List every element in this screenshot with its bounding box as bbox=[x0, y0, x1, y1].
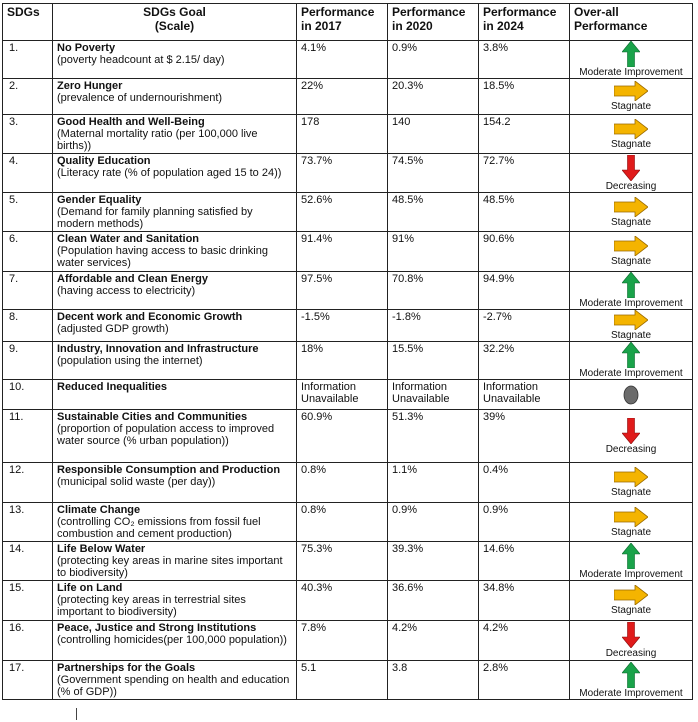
performance-2017: 73.7% bbox=[297, 154, 388, 193]
overall-performance-label: Moderate Improvement bbox=[579, 298, 683, 309]
sdg-number: 12. bbox=[3, 463, 53, 503]
performance-2024: 3.8% bbox=[479, 41, 570, 79]
arrow-up-icon bbox=[622, 272, 640, 298]
table-row bbox=[3, 272, 693, 310]
performance-2024: Information Unavailable bbox=[479, 380, 570, 410]
sdg-number: 10. bbox=[3, 380, 53, 410]
performance-2020: 1.1% bbox=[388, 463, 479, 503]
performance-2024: 0.9% bbox=[479, 503, 570, 542]
performance-2024: -2.7% bbox=[479, 310, 570, 342]
performance-2024: 2.8% bbox=[479, 661, 570, 700]
performance-2024: 72.7% bbox=[479, 154, 570, 193]
table-row bbox=[3, 410, 693, 463]
performance-2024: 39% bbox=[479, 410, 570, 463]
arrow-right-icon bbox=[614, 236, 648, 256]
overall-performance bbox=[570, 154, 693, 193]
overall-performance bbox=[570, 621, 693, 661]
performance-2017: 18% bbox=[297, 342, 388, 380]
sdg-number: 15. bbox=[3, 581, 53, 621]
performance-2020: 0.9% bbox=[388, 503, 479, 542]
performance-2017: 40.3% bbox=[297, 581, 388, 621]
sdg-number: 16. bbox=[3, 621, 53, 661]
performance-2024: 4.2% bbox=[479, 621, 570, 661]
performance-2020: 91% bbox=[388, 232, 479, 272]
sdg-goal-name: Life on Land bbox=[57, 582, 123, 594]
sdg-goal-name: Decent work and Economic Growth bbox=[57, 311, 243, 323]
header-overall: Over-all Performance bbox=[570, 4, 693, 41]
arrow-right-icon bbox=[614, 119, 648, 139]
overall-performance bbox=[570, 581, 693, 621]
overall-performance bbox=[570, 41, 693, 79]
performance-2017: 52.6% bbox=[297, 193, 388, 232]
sdg-number: 17. bbox=[3, 661, 53, 700]
sdg-goal-cell bbox=[53, 342, 297, 380]
overall-performance-label: Moderate Improvement bbox=[579, 687, 683, 699]
sdg-goal-cell bbox=[53, 115, 297, 154]
arrow-down-icon bbox=[622, 155, 640, 181]
performance-2017: 97.5% bbox=[297, 272, 388, 310]
table-row bbox=[3, 542, 693, 581]
sdg-goal-scale: (Demand for family planning satisfied by modern methods) bbox=[57, 206, 253, 230]
table-row bbox=[3, 79, 693, 115]
performance-2017: 178 bbox=[297, 115, 388, 154]
table-row bbox=[3, 115, 693, 154]
overall-performance bbox=[570, 232, 693, 272]
performance-2024: 0.4% bbox=[479, 463, 570, 503]
header-goal-title: SDGs Goal bbox=[143, 5, 206, 19]
overall-performance-label: Stagnate bbox=[610, 605, 652, 616]
performance-2017: 5.1 bbox=[297, 661, 388, 700]
arrow-up-icon bbox=[622, 41, 640, 67]
sdg-number: 4. bbox=[3, 154, 53, 193]
table-row bbox=[3, 503, 693, 542]
sdg-goal-scale: (Literacy rate (% of population aged 15 to 24)) bbox=[57, 167, 282, 179]
table-row bbox=[3, 342, 693, 380]
arrow-up-icon bbox=[622, 342, 640, 368]
overall-performance-label: Stagnate bbox=[610, 138, 652, 150]
sdg-goal-cell bbox=[53, 542, 297, 581]
overall-performance-label: Moderate Improvement bbox=[579, 368, 683, 379]
sdg-goal-name: Peace, Justice and Strong Institutions bbox=[57, 622, 257, 634]
header-goal-scale: (Scale) bbox=[154, 19, 195, 33]
performance-2017: Information Unavailable bbox=[297, 380, 388, 410]
header-2020: Performance in 2020 bbox=[388, 4, 479, 41]
sdg-goal-cell bbox=[53, 310, 297, 342]
sdg-number: 11. bbox=[3, 410, 53, 463]
table-row bbox=[3, 621, 693, 661]
arrow-right-icon bbox=[614, 467, 648, 487]
performance-2024: 94.9% bbox=[479, 272, 570, 310]
performance-2020: 51.3% bbox=[388, 410, 479, 463]
sdg-goal-name: Clean Water and Sanitation bbox=[57, 233, 200, 245]
sdg-goal-name: Reduced Inequalities bbox=[57, 381, 168, 393]
arrow-right-icon bbox=[614, 197, 648, 217]
performance-2017: 75.3% bbox=[297, 542, 388, 581]
table-row bbox=[3, 193, 693, 232]
sdg-goal-name: Partnerships for the Goals bbox=[57, 662, 196, 674]
performance-2024: 48.5% bbox=[479, 193, 570, 232]
overall-performance bbox=[570, 542, 693, 581]
sdg-goal-cell bbox=[53, 503, 297, 542]
table-row bbox=[3, 661, 693, 700]
sdg-goal-cell bbox=[53, 380, 297, 410]
header-2017: Performance in 2017 bbox=[297, 4, 388, 41]
performance-2020: 3.8 bbox=[388, 661, 479, 700]
sdg-goal-scale: (adjusted GDP growth) bbox=[57, 323, 169, 335]
overall-performance-label: Stagnate bbox=[610, 330, 652, 341]
grey-circle-icon bbox=[623, 385, 639, 405]
sdg-goal-name: Climate Change bbox=[57, 504, 141, 516]
sdg-goal-scale: (protecting key areas in marine sites important to biodiversity) bbox=[57, 555, 283, 579]
performance-2020: 36.6% bbox=[388, 581, 479, 621]
performance-2020: 140 bbox=[388, 115, 479, 154]
performance-2020: -1.8% bbox=[388, 310, 479, 342]
performance-2024: 34.8% bbox=[479, 581, 570, 621]
overall-performance-label: Moderate Improvement bbox=[579, 67, 683, 78]
sdg-goal-name: Responsible Consumption and Production bbox=[57, 464, 281, 476]
sdg-number: 14. bbox=[3, 542, 53, 581]
sdg-goal-scale: (poverty headcount at $ 2.15/ day) bbox=[57, 54, 225, 66]
sdg-goal-scale: (Government spending on health and education (% of GDP)) bbox=[57, 674, 290, 698]
sdg-number: 8. bbox=[3, 310, 53, 342]
performance-2017: 60.9% bbox=[297, 410, 388, 463]
table-body bbox=[3, 41, 693, 700]
performance-2017: 0.8% bbox=[297, 463, 388, 503]
table-header-row bbox=[3, 4, 693, 41]
sdg-goal-name: Industry, Innovation and Infrastructure bbox=[57, 343, 259, 355]
sdg-goal-cell bbox=[53, 79, 297, 115]
arrow-down-icon bbox=[622, 418, 640, 444]
overall-performance bbox=[570, 115, 693, 154]
performance-2017: 4.1% bbox=[297, 41, 388, 79]
text-cursor bbox=[76, 708, 77, 720]
overall-performance bbox=[570, 310, 693, 342]
overall-performance bbox=[570, 410, 693, 463]
overall-performance bbox=[570, 463, 693, 503]
performance-2020: 48.5% bbox=[388, 193, 479, 232]
sdg-goal-scale: (protecting key areas in terrestrial sites important to biodiversity) bbox=[57, 594, 246, 618]
sdg-goal-cell bbox=[53, 154, 297, 193]
table-row bbox=[3, 463, 693, 503]
overall-performance-label: Decreasing bbox=[605, 443, 657, 455]
table-row bbox=[3, 310, 693, 342]
sdg-number: 1. bbox=[3, 41, 53, 79]
overall-performance-label: Stagnate bbox=[610, 101, 652, 112]
table-row bbox=[3, 154, 693, 193]
performance-2017: -1.5% bbox=[297, 310, 388, 342]
overall-performance-label: Stagnate bbox=[610, 216, 652, 228]
performance-2017: 0.8% bbox=[297, 503, 388, 542]
arrow-right-icon bbox=[614, 81, 648, 101]
performance-2020: Information Unavailable bbox=[388, 380, 479, 410]
performance-2020: 74.5% bbox=[388, 154, 479, 193]
sdg-goal-name: Zero Hunger bbox=[57, 80, 123, 92]
sdg-number: 6. bbox=[3, 232, 53, 272]
overall-performance bbox=[570, 380, 693, 410]
performance-2017: 7.8% bbox=[297, 621, 388, 661]
arrow-right-icon bbox=[614, 310, 648, 330]
performance-2017: 22% bbox=[297, 79, 388, 115]
sdg-goal-cell bbox=[53, 581, 297, 621]
performance-2024: 14.6% bbox=[479, 542, 570, 581]
overall-performance-label: Moderate Improvement bbox=[579, 568, 683, 580]
sdg-goal-cell bbox=[53, 272, 297, 310]
sdg-goal-name: Quality Education bbox=[57, 155, 151, 167]
overall-performance-label: Stagnate bbox=[610, 256, 652, 267]
sdg-goal-name: Gender Equality bbox=[57, 194, 142, 206]
sdg-goal-name: Life Below Water bbox=[57, 543, 146, 555]
sdg-goal-name: Sustainable Cities and Communities bbox=[57, 411, 248, 423]
performance-2024: 154.2 bbox=[479, 115, 570, 154]
sdg-goal-name: Affordable and Clean Energy bbox=[57, 273, 208, 285]
overall-performance bbox=[570, 79, 693, 115]
sdg-number: 2. bbox=[3, 79, 53, 115]
sdg-goal-scale: (Maternal mortality ratio (per 100,000 live births)) bbox=[57, 128, 258, 152]
performance-2020: 15.5% bbox=[388, 342, 479, 380]
sdg-goal-cell bbox=[53, 463, 297, 503]
sdg-goal-scale: (municipal solid waste (per day)) bbox=[57, 476, 216, 488]
sdg-goal-scale: (proportion of population access to improved water source (% urban population)) bbox=[57, 423, 275, 447]
performance-2020: 70.8% bbox=[388, 272, 479, 310]
performance-2017: 91.4% bbox=[297, 232, 388, 272]
arrow-up-icon bbox=[622, 662, 640, 688]
performance-2024: 90.6% bbox=[479, 232, 570, 272]
table-row bbox=[3, 581, 693, 621]
sdg-goal-cell bbox=[53, 410, 297, 463]
sdg-goal-scale: (Population having access to basic drinking water services) bbox=[57, 245, 268, 269]
sdg-goal-cell bbox=[53, 621, 297, 661]
overall-performance-label: Decreasing bbox=[605, 648, 657, 659]
arrow-down-icon bbox=[622, 622, 640, 648]
overall-performance-label: Decreasing bbox=[605, 180, 657, 192]
sdg-goal-cell bbox=[53, 232, 297, 272]
table-row bbox=[3, 41, 693, 79]
sdg-performance-table bbox=[2, 3, 693, 700]
overall-performance bbox=[570, 503, 693, 542]
header-2024: Performance in 2024 bbox=[479, 4, 570, 41]
sdg-goal-cell bbox=[53, 193, 297, 232]
sdg-goal-scale: (controlling CO₂ emissions from fossil fuel combustion and cement production) bbox=[57, 516, 261, 540]
sdg-goal-name: Good Health and Well-Being bbox=[57, 116, 205, 128]
performance-2020: 39.3% bbox=[388, 542, 479, 581]
arrow-right-icon bbox=[614, 507, 648, 527]
sdg-number: 3. bbox=[3, 115, 53, 154]
overall-performance bbox=[570, 193, 693, 232]
sdg-number: 13. bbox=[3, 503, 53, 542]
header-sdgs: SDGs bbox=[3, 4, 53, 41]
performance-2020: 4.2% bbox=[388, 621, 479, 661]
overall-performance bbox=[570, 342, 693, 380]
sdg-goal-name: No Poverty bbox=[57, 42, 116, 54]
sdg-number: 9. bbox=[3, 342, 53, 380]
overall-performance-label: Stagnate bbox=[610, 526, 652, 538]
sdg-goal-cell bbox=[53, 661, 297, 700]
overall-performance bbox=[570, 661, 693, 700]
sdg-number: 7. bbox=[3, 272, 53, 310]
performance-2024: 18.5% bbox=[479, 79, 570, 115]
sdg-goal-scale: (population using the internet) bbox=[57, 355, 203, 367]
arrow-right-icon bbox=[614, 585, 648, 605]
header-goal bbox=[53, 4, 297, 41]
sdg-goal-scale: (having access to electricity) bbox=[57, 285, 196, 297]
arrow-up-icon bbox=[622, 543, 640, 569]
performance-2020: 20.3% bbox=[388, 79, 479, 115]
sdg-number: 5. bbox=[3, 193, 53, 232]
overall-performance bbox=[570, 272, 693, 310]
table-row bbox=[3, 380, 693, 410]
performance-2024: 32.2% bbox=[479, 342, 570, 380]
table-row bbox=[3, 232, 693, 272]
sdg-goal-cell bbox=[53, 41, 297, 79]
sdg-goal-scale: (controlling homicides(per 100,000 population)) bbox=[57, 634, 287, 646]
sdg-goal-scale: (prevalence of undernourishment) bbox=[57, 92, 223, 104]
performance-2020: 0.9% bbox=[388, 41, 479, 79]
overall-performance-label: Stagnate bbox=[610, 487, 652, 498]
